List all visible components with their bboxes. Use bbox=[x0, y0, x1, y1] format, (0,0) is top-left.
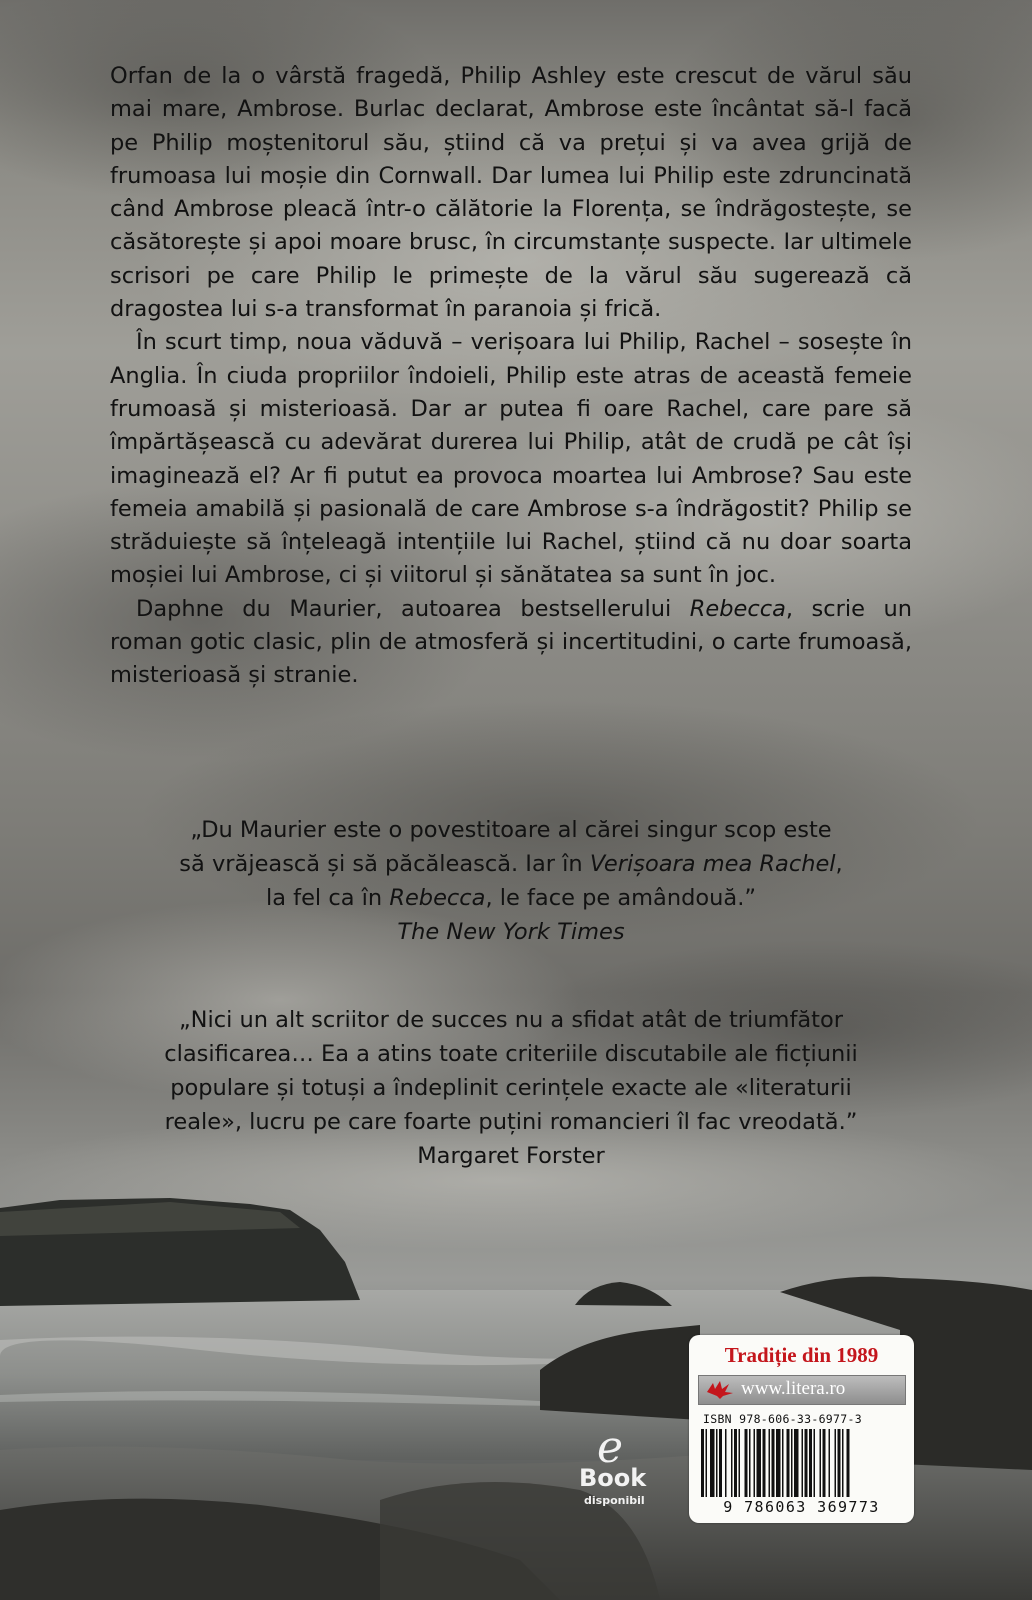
barcode-bar bbox=[791, 1429, 793, 1497]
barcode-bar bbox=[794, 1429, 799, 1497]
publisher-tagline: Tradiție din 1989 bbox=[724, 1343, 879, 1367]
barcode-bar bbox=[820, 1429, 822, 1497]
isbn-text: ISBN 978-606-33-6977-3 bbox=[703, 1412, 862, 1426]
quote-nyt bbox=[110, 813, 912, 949]
quote-forster-line-1: „Nici un alt scriitor de succes nu a sfidat atât de triumfător bbox=[178, 1007, 843, 1033]
barcode-bar bbox=[734, 1429, 737, 1497]
quote-nyt-line-3 bbox=[110, 881, 912, 915]
barcode-bar bbox=[769, 1429, 771, 1497]
quote-nyt-line-1: „Du Maurier este o povestitoare al cărei singur scop este bbox=[190, 817, 832, 843]
barcode-bar bbox=[814, 1429, 816, 1497]
quote-forster-source: Margaret Forster bbox=[417, 1143, 605, 1169]
ebook-logo bbox=[577, 1422, 659, 1514]
barcode-bar bbox=[749, 1429, 751, 1497]
barcode-digits: 9 786063 369773 bbox=[723, 1498, 880, 1516]
quote-forster-line-4: reale», lucru pe care foarte puțini romancieri îl fac vreodată.” bbox=[164, 1109, 858, 1135]
barcode-bar bbox=[716, 1429, 718, 1497]
blurb-paragraph-3 bbox=[110, 593, 912, 693]
publisher-website: www.litera.ro bbox=[741, 1378, 846, 1399]
quote-nyt-source-text: The New York Times bbox=[397, 919, 625, 945]
barcode-bar bbox=[847, 1429, 850, 1497]
barcode-bar bbox=[805, 1429, 808, 1497]
publisher-barcode-card bbox=[689, 1335, 914, 1523]
barcode-bar bbox=[739, 1429, 741, 1497]
quote-nyt-line-3-b: , le face pe amândouă.” bbox=[485, 885, 757, 911]
barcode-bar bbox=[706, 1429, 708, 1497]
barcode-bar bbox=[745, 1429, 748, 1497]
barcode-bar bbox=[835, 1429, 837, 1497]
barcode-bar bbox=[829, 1429, 831, 1497]
barcode bbox=[699, 1429, 904, 1499]
barcode-bar bbox=[731, 1429, 733, 1497]
barcode-bar bbox=[763, 1429, 766, 1497]
book-title-rebecca: Rebecca bbox=[689, 595, 786, 622]
barcode-bar bbox=[776, 1429, 781, 1497]
barcode-bar bbox=[772, 1429, 775, 1497]
quote-nyt-line-2-a: să vrăjească și să păcălească. Iar în bbox=[179, 851, 590, 877]
quote-nyt-line-2-b: , bbox=[835, 851, 843, 877]
publisher-website-bar bbox=[698, 1375, 906, 1405]
barcode-bar bbox=[754, 1429, 756, 1497]
barcode-bar bbox=[838, 1429, 841, 1497]
blurb bbox=[110, 60, 912, 693]
barcode-bar bbox=[809, 1429, 812, 1497]
barcode-bar bbox=[710, 1429, 715, 1497]
ebook-letter: e bbox=[597, 1422, 624, 1473]
maple-leaf-icon bbox=[705, 1380, 735, 1400]
barcode-bar bbox=[802, 1429, 804, 1497]
blurb-paragraph-2: În scurt timp, noua văduvă – verișoara lui Philip, Rachel – sosește în Anglia. În ciuda propriilor îndoieli, Philip este atras de această femeie frumoasă și misterioasă. Dar ar putea fi oare Rachel, care pare să împărtășească cu adevărat durerea lui Philip, atât de crudă pe cât își imaginează el? Ar fi putut ea provoca moartea lui Ambrose? Sau este femeia amabilă și pasională de care Ambrose s-a îndrăgostit? Philip se străduiește să înțeleagă intențiile lui Rachel, știind că nu doar soarta moșiei lui Ambrose, ci și viitorul și sănătatea sa sunt în joc. bbox=[110, 329, 912, 589]
quote-forster-line-3: populare și totuși a îndeplinit cerințele exacte ale «literaturii bbox=[170, 1075, 852, 1101]
barcode-bar bbox=[823, 1429, 826, 1497]
quote-nyt-line-2 bbox=[110, 847, 912, 881]
quote-nyt-source bbox=[110, 915, 912, 949]
blurb-p3-text-b: , scrie un roman gotic clasic, plin de atmosferă și incertitudini, o carte frumoasă, misterioasă și stranie. bbox=[110, 595, 913, 689]
ebook-availability: disponibil bbox=[584, 1494, 645, 1507]
barcode-bar bbox=[842, 1429, 844, 1497]
book-title-verisoara: Verișoara mea Rachel bbox=[589, 851, 836, 877]
quote-forster bbox=[110, 1003, 912, 1173]
blurb-p3-text-a: Daphne du Maurier, autoarea bestsellerului bbox=[136, 595, 690, 622]
ebook-word: Book bbox=[579, 1464, 647, 1492]
blurb-paragraph-1: Orfan de la o vârstă fragedă, Philip Ashley este crescut de vărul său mai mare, Ambrose. Burlac declarat, Ambrose este încântat să-l facă pe Philip moștenitorul său, știind că va prețui și va avea grijă de frumoasa lui moșie din Cornwall. Dar lumea lui Philip este zdruncinată când Ambrose pleacă într-o călătorie la Florența, se îndrăgostește, se căsătorește și apoi moare brusc, în circumstanțe suspecte. Iar ultimele scrisori pe care Philip le primește de la vărul său sugerează că dragostea lui s-a transformat în paranoia și frică. bbox=[110, 63, 912, 323]
barcode-bar bbox=[782, 1429, 784, 1497]
book-title-rebecca-2: Rebecca bbox=[389, 885, 486, 911]
barcode-bar bbox=[701, 1429, 704, 1497]
quote-nyt-line-3-a: la fel ca în bbox=[265, 885, 390, 911]
barcode-bar bbox=[719, 1429, 722, 1497]
barcode-bar bbox=[757, 1429, 762, 1497]
barcode-bar bbox=[787, 1429, 790, 1497]
quote-forster-line-2: clasificarea… Ea a atins toate criteriile discutabile ale ficțiunii bbox=[164, 1041, 858, 1067]
barcode-bar bbox=[725, 1429, 727, 1497]
